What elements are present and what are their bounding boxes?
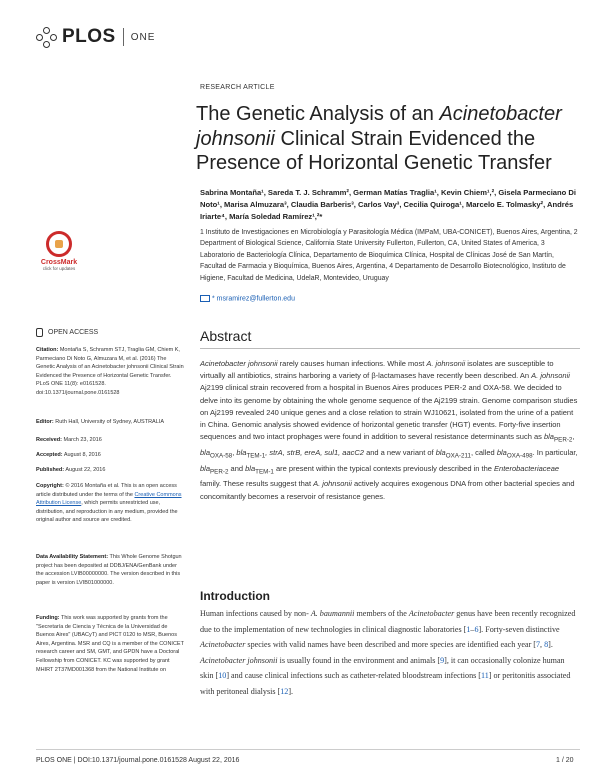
title-part-2: Clinical Strain Evidenced the Presence of Horizontal Genetic Transfer (196, 127, 552, 174)
crossmark-badge[interactable] (37, 231, 81, 271)
ref-link[interactable]: 12 (280, 686, 289, 696)
introduction-text: Human infections caused by non- A. baumannii members of the Acinetobacter genus have been recently recognized due to the implementation of new technologies in clinical diagnostic laboratories [1–6]. Forty-seven distinctive Acinetobacter species with valid names have been described and more species are identified each year [7, 8]. Acinetobacter johnsonii is usually found in the environment and animals [9], it can occasionally colonize human skin [10] and cause clinical infections such as catheter-related bloodstream infections [11] or peritonitis associated with peritoneal dialysis [12]. (200, 609, 576, 696)
journal-name: ONE (130, 31, 156, 43)
citation-block (36, 346, 184, 398)
copyright-label: Copyright: (36, 483, 64, 489)
accepted-label: Accepted: (36, 452, 63, 458)
received-label: Received: (36, 437, 62, 443)
envelope-icon (200, 295, 210, 302)
data-availability-block (36, 553, 184, 587)
affiliations: 1 Instituto de Investigaciones en Microbiología y Parasitología Médica (IMPaM, UBA-CONICET), Buenos Aires, Argentina, 2 Department of Biological Science, California State University Fullerton, Fullerton, CA, United States of America, 3 Laboratorio de Bacteriología Clínica, Departamento de Bioquímica Clínica, Hospital de Clínicas José de San Martín, Facultad de Farmacia y Bioquímica, Buenos Aires, Argentina, 4 Departamento de Desarrollo Biotecnológico, Instituto de Higiene, Facultad de Medicina, UdelaR, Montevideo, Uruguay (200, 229, 578, 282)
citation-label: Citation: (36, 347, 59, 353)
editor-label: Editor: (36, 419, 54, 425)
ref-link[interactable]: 11 (481, 671, 489, 681)
email-text[interactable]: * msramirez@fullerton.edu (212, 295, 295, 303)
plos-dots-icon (36, 26, 58, 48)
citation-text: Montaña S, Schramm STJ, Traglia GM, Chiem K, Parmeciano Di Noto G, Almuzara M, et al. (2016) The Genetic Analysis of an Acinetobacter johnsonii Clinical Strain Evidenced the Presence of Horizontal Genetic Transfer. PLoS ONE 11(8): e0161528. doi:10.1371/journal.pone.0161528 (36, 347, 184, 396)
ref-link[interactable]: 8 (544, 640, 549, 650)
author-list: Sabrina Montaña¹, Sareda T. J. Schramm², German Matías Traglia¹, Kevin Chiem¹,², Gisela Parmeciano Di Noto¹, Marisa Almuzara³, Claudia Barberis³, Carlos Vay³, Cecilia Quiroga¹, Marcelo E. Tolmasky², Andrés Iriarte⁴, María Soledad Ramírez¹,²* (200, 188, 577, 221)
title-part-1: The Genetic Analysis of an (196, 103, 440, 125)
abstract-rule (200, 348, 580, 349)
accepted-block (36, 451, 184, 460)
corresponding-email[interactable] (200, 295, 295, 302)
footer-citation: PLOS ONE | DOI:10.1371/journal.pone.0161528 August 22, 2016 (36, 757, 240, 764)
ref-link[interactable]: 1 (466, 624, 471, 634)
copyright-block (36, 482, 184, 525)
editor-text: Ruth Hall, University of Sydney, AUSTRALIA (55, 419, 164, 425)
abstract-text: Acinetobacter johnsonii rarely causes human infections. While most A. johnsonii isolates are susceptible to virtually all antibiotics, strains harboring a variety of β-lactamases have recently been described. An A. johnsonii Aj2199 clinical strain recovered from a hospital in Buenos Aires produces PER-2 and OXA-58. We decided to delve into its genome by obtaining the whole genome sequence of the Aj2199 strain. Genome comparison studies on Aj2199 revealed 240 unique genes and a close relation to strain WJ10621, isolated from the urine of a patient in China. Genomic analysis showed evidence of horizontal genetic transfer (HGT) events. Forty-five insertion sequences and two intact prophages were found in addition to several resistance determinants such as bla$_{PER-2}$, bla$_{OXA-58}$, bla$_{TEM-1}$, strA, strB, ereA, sul1, aacC2 and a new variant of bla$_{OXA-211}$, called bla$_{OXA-498}$. In particular, bla$_{PER-2}$ and bla$_{TEM-1}$ are present within the typical contexts previously described in the Enterobacteriaceae family. These results suggest that A. johnsonii actively acquires exogenous DNA from other bacterial species and concomitantly becomes a reservoir of resistance genes. (200, 359, 578, 501)
funding-label: Funding: (36, 615, 60, 621)
data-availability-label: Data Availability Statement: (36, 554, 109, 560)
open-lock-icon (36, 328, 43, 337)
introduction-heading: Introduction (200, 589, 270, 603)
accepted-date: August 8, 2016 (63, 452, 101, 458)
open-access-label: OPEN ACCESS (48, 329, 99, 336)
footer-rule (36, 749, 580, 750)
ref-link[interactable]: 7 (535, 640, 541, 650)
article-type: RESEARCH ARTICLE (200, 84, 275, 91)
title-species: Acinetobacter johnsonii (196, 103, 562, 150)
cc-license-link[interactable]: Creative Commons Attribution License (36, 491, 182, 507)
crossmark-icon (46, 231, 72, 257)
ref-link[interactable]: 10 (218, 671, 227, 681)
logo-divider (123, 28, 124, 46)
open-access-badge (36, 328, 98, 337)
crossmark-label: CrossMark (40, 259, 78, 266)
received-date: March 23, 2016 (63, 437, 102, 443)
page-number: 1 / 20 (556, 757, 574, 764)
ref-link[interactable]: 6 (474, 624, 479, 634)
brand-name: PLOS (62, 26, 116, 47)
abstract-heading: Abstract (200, 328, 252, 344)
plos-one-logo[interactable] (36, 26, 155, 48)
ref-link[interactable]: 9 (440, 655, 445, 665)
received-block (36, 436, 184, 445)
published-label: Published: (36, 467, 65, 473)
article-title (196, 102, 566, 176)
published-block (36, 466, 184, 475)
copyright-text-post: , which permits unrestricted use, distribution, and reproduction in any medium, provided the original author and source are credited. (36, 500, 178, 524)
crossmark-sublabel: click for updates (42, 266, 76, 271)
funding-text: This work was supported by grants from the "Secretaría de Ciencia y Técnica de la Universidad de Buenos Aires" (UBACyT) and PICT 0120 to MSR, Buenos Aires, Argentina. MSR and CQ is a member of the CONICET research career and SM, GMT, and GPDN have a Doctoral Fellowship from CONICET. KC was supported by grant MHIRT 2T37MD001368 from the National Institute on (36, 615, 184, 673)
copyright-text-pre: © 2016 Montaña et al. This is an open access article distributed under the terms of the (36, 483, 177, 498)
data-availability-text: This Whole Genome Shotgun project has been deposited at DDBJ/ENA/GenBank under the accession LVIB00000000. The version described in this paper is version LVIB01000000. (36, 554, 182, 586)
published-date: August 22, 2016 (65, 467, 106, 473)
editor-block (36, 418, 184, 427)
funding-block (36, 614, 184, 674)
